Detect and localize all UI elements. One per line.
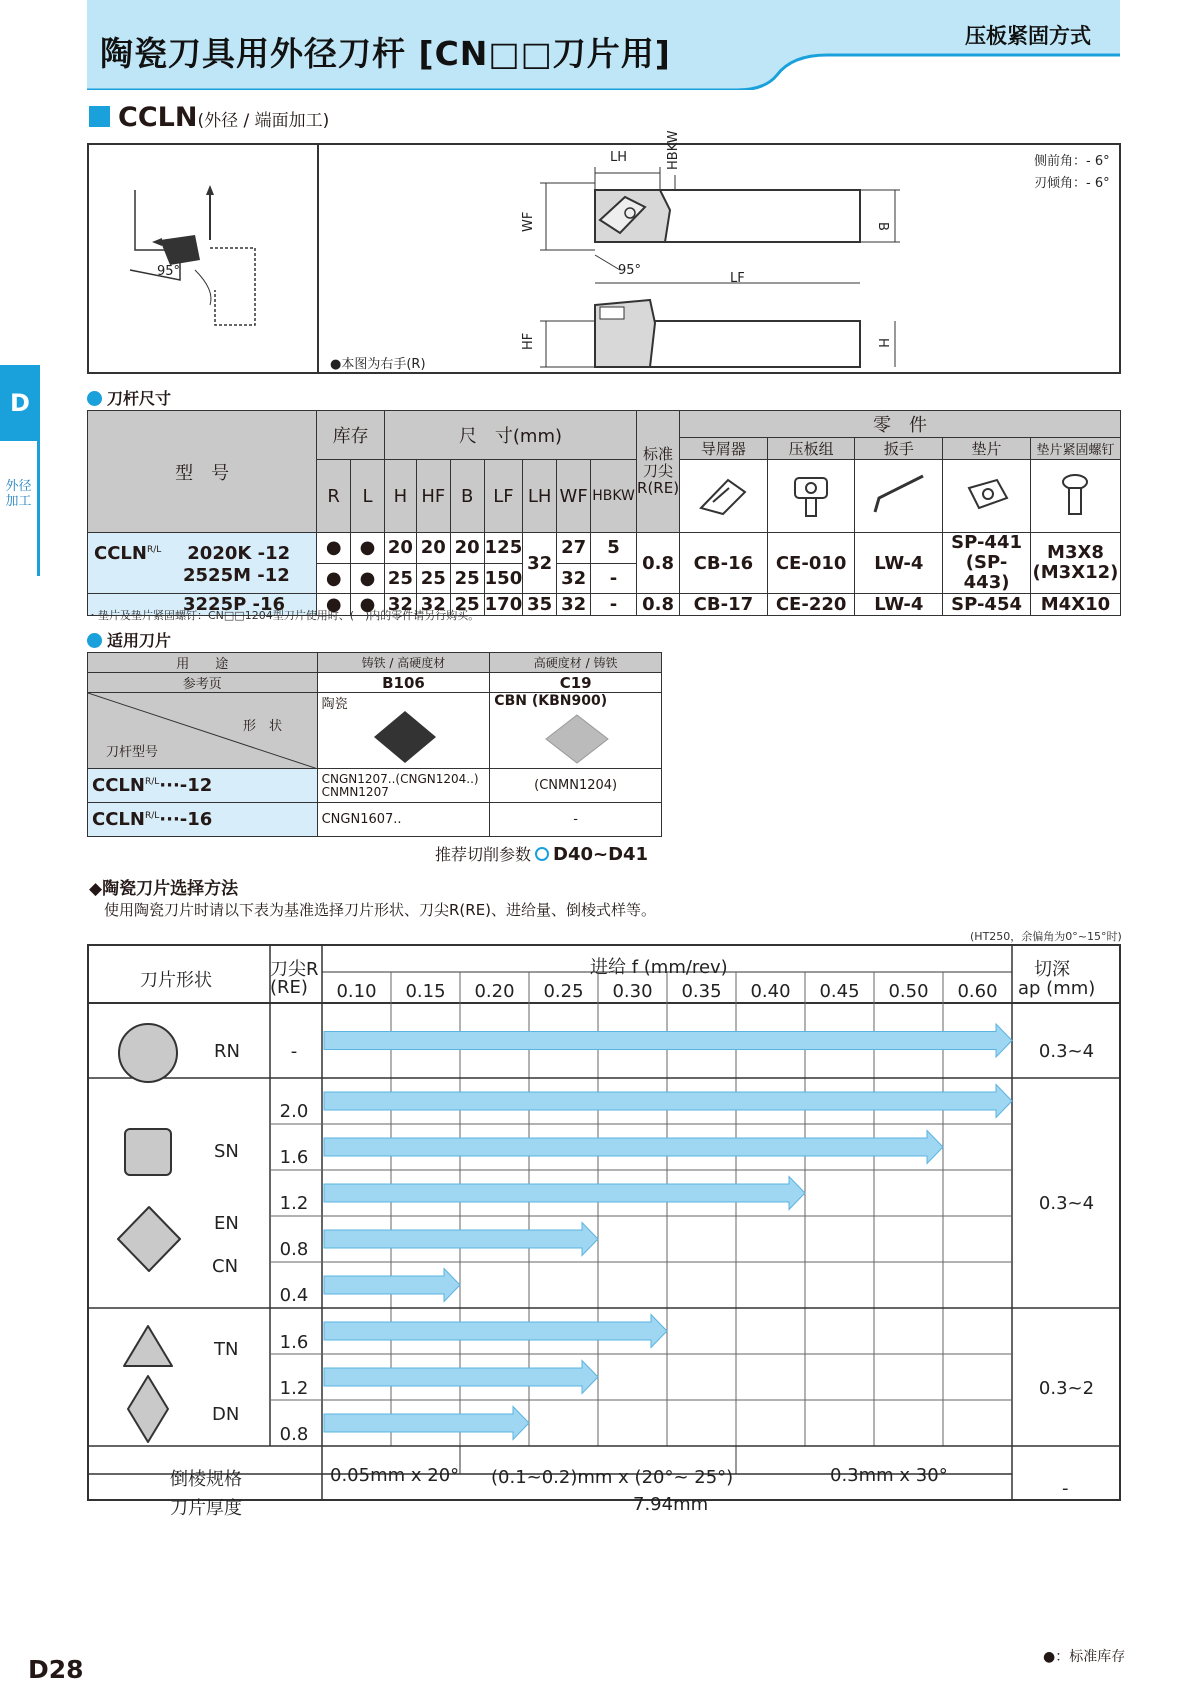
- stock-header: 库存: [317, 411, 385, 460]
- ap-value: 0.3~2: [1038, 1378, 1095, 1399]
- dim-h: 20: [384, 533, 416, 564]
- feed-range-arrow: [324, 1269, 460, 1302]
- feed-range-arrow: [324, 1177, 805, 1210]
- inclination-angle: 刃倾角：- 6°: [1034, 176, 1110, 191]
- ap-value: 0.3~4: [1038, 1193, 1095, 1214]
- ap-header: 切深: [1034, 959, 1070, 980]
- feed-range-arrow: [324, 1315, 667, 1348]
- re-value: 0.4: [279, 1285, 309, 1306]
- holder-drawing: [500, 145, 920, 375]
- chipbreaker-header: 导屑器: [680, 438, 768, 460]
- re-value: 1.2: [279, 1378, 309, 1399]
- chipbreaker-icon: [680, 460, 768, 533]
- square-marker-icon: [89, 106, 110, 127]
- col-hbkw: HBKW: [591, 460, 637, 533]
- angle-label: 95°: [618, 263, 642, 278]
- feed-range-arrow: [324, 1024, 1012, 1057]
- nose-radius-header: 标准刀尖R(RE): [637, 411, 680, 533]
- model-header: 型 号: [88, 411, 317, 533]
- workpiece-sketch: [100, 160, 300, 340]
- dims-header: 尺 寸(mm): [384, 411, 636, 460]
- re-value: 0.8: [279, 1239, 309, 1260]
- shim-screw-icon: [1030, 460, 1120, 533]
- insert-16-cbn: -: [490, 803, 662, 837]
- selection-title: ◆陶瓷刀片选择方法: [89, 879, 239, 899]
- dim-lf-label: LF: [730, 271, 745, 286]
- col2-ref[interactable]: C19: [490, 673, 662, 693]
- re-value: -: [290, 1041, 298, 1062]
- col-b: B: [450, 460, 484, 533]
- section-tab-letter[interactable]: D: [0, 365, 40, 441]
- ceramic-cell: [317, 693, 490, 769]
- shim-header: 垫片: [943, 438, 1031, 460]
- ceramic-insert-icon: [370, 707, 440, 767]
- holder-16-cell: $CCLN^{R/L}\cdot\cdot\cdot-16$: [88, 803, 318, 837]
- stock-l: ●: [351, 563, 385, 594]
- dim-hbkw: -: [591, 594, 637, 616]
- col-h: H: [384, 460, 416, 533]
- dim-lh: 35: [523, 594, 557, 616]
- feed-range-arrow: [324, 1085, 1012, 1118]
- thickness-label: 刀片厚度: [170, 1498, 242, 1519]
- shape-tn: TN: [214, 1339, 239, 1360]
- model-cell-16: 3225P -16: [88, 594, 317, 616]
- angle-label-small: 95°: [157, 264, 181, 279]
- dim-wf: 27: [557, 533, 591, 564]
- clamp-set-header: 压板组: [767, 438, 855, 460]
- dim-hbkw: -: [591, 563, 637, 594]
- feed-tick: 0.45: [819, 981, 860, 1002]
- bullet-icon: [87, 633, 102, 648]
- parts-header: 零 件: [680, 411, 1121, 438]
- col-l: L: [351, 460, 385, 533]
- model-cell-12: $CCLN^{R/L}$ 2020K -12 2525M -12: [88, 533, 317, 594]
- dim-h: 32: [384, 594, 416, 616]
- dim-lh: 32: [523, 533, 557, 594]
- col2-use: 高硬度材 / 铸铁: [490, 653, 662, 673]
- stock-r: ●: [317, 533, 351, 564]
- bullet-icon: [87, 391, 102, 406]
- feed-tick: 0.40: [750, 981, 791, 1002]
- shape-col-header: 刀片形状: [140, 970, 212, 991]
- chipbreaker-part: CB-17: [680, 594, 768, 616]
- stock-r: ●: [317, 563, 351, 594]
- thickness-ap-dash: -: [1062, 1478, 1069, 1499]
- nose-radius: 0.8: [637, 594, 680, 616]
- shim-part: SP-454: [943, 594, 1031, 616]
- cbn-insert-icon: [542, 711, 612, 767]
- dim-hf: 25: [416, 563, 450, 594]
- dim-wf: 32: [557, 563, 591, 594]
- chamfer-label: 倒棱规格: [170, 1469, 242, 1490]
- feed-tick: 0.20: [474, 981, 515, 1002]
- col1-use: 铸铁 / 高硬度材: [317, 653, 490, 673]
- rhombus-80-insert-icon: [114, 1204, 184, 1274]
- feed-range-arrow: [324, 1407, 529, 1440]
- re-value: 1.2: [279, 1193, 309, 1214]
- wrench-icon: [855, 460, 943, 533]
- col-hf: HF: [416, 460, 450, 533]
- shim-part: SP-441 (SP-443): [943, 533, 1031, 594]
- chamfer-value: (0.1~0.2)mm x (20°~ 25°): [491, 1467, 734, 1488]
- dim-b-label: B: [875, 222, 890, 231]
- dim-lf: 125: [484, 533, 523, 564]
- clamp-method-label: 压板紧固方式: [965, 24, 1091, 48]
- chipbreaker-part: CB-16: [680, 533, 768, 594]
- dim-b: 25: [450, 594, 484, 616]
- col-lh: LH: [523, 460, 557, 533]
- feed-tick: 0.35: [681, 981, 722, 1002]
- feed-tick: 0.15: [405, 981, 446, 1002]
- dim-hf: 20: [416, 533, 450, 564]
- page-number: D28: [28, 1655, 84, 1684]
- feed-tick: 0.10: [336, 981, 377, 1002]
- shape-holder-header: [88, 693, 318, 769]
- feed-tick: 0.25: [543, 981, 584, 1002]
- ceramic-label: 陶瓷: [321, 697, 348, 712]
- shape-en: EN: [214, 1213, 239, 1234]
- re-value: 1.6: [279, 1147, 309, 1168]
- side-rake-angle: 侧前角：- 6°: [1034, 154, 1110, 169]
- triangle-insert-icon: [120, 1322, 176, 1370]
- cbn-cell: [490, 693, 662, 769]
- use-header: 用 途: [88, 653, 318, 673]
- holder-size-heading: 刀杆尺寸: [87, 386, 171, 409]
- feed-range-arrow: [324, 1131, 943, 1164]
- shape-cn: CN: [212, 1256, 239, 1277]
- dim-wf: 32: [557, 594, 591, 616]
- dim-b: 20: [450, 533, 484, 564]
- holder-size-table: [87, 410, 1121, 616]
- rhombus-55-insert-icon: [124, 1373, 172, 1445]
- clamp-set-icon: [767, 460, 855, 533]
- section-tab-text: 外径加工: [0, 441, 40, 576]
- dim-h: 25: [384, 563, 416, 594]
- wrench-part: LW-4: [855, 594, 943, 616]
- nose-radius: 0.8: [637, 533, 680, 594]
- dim-b: 25: [450, 563, 484, 594]
- re-col-header: 刀尖R: [270, 959, 319, 980]
- shape-dn: DN: [212, 1404, 240, 1425]
- model-desc: (外径 / 端面加工): [197, 111, 330, 131]
- shim-icon: [943, 460, 1031, 533]
- col1-ref[interactable]: B106: [317, 673, 490, 693]
- dim-lf: 170: [484, 594, 523, 615]
- re-value: 0.8: [279, 1424, 309, 1445]
- square-insert-icon: [122, 1126, 174, 1178]
- ap-value: 0.3~4: [1038, 1041, 1095, 1062]
- model-name: CCLN: [118, 102, 198, 133]
- wrench-header: 扳手: [855, 438, 943, 460]
- selection-grid: [87, 944, 1121, 1501]
- section-title: [89, 102, 329, 133]
- selection-desc: 使用陶瓷刀片时请以下表为基准选择刀片形状、刀尖R(RE)、进给量、倒棱式样等。: [104, 901, 657, 919]
- selection-condition: (HT250，余偏角为0°~15°时): [970, 930, 1122, 943]
- page-title: 陶瓷刀具用外径刀杆 [CN□□刀片用]: [100, 34, 671, 73]
- cbn-label: CBN (KBN900): [494, 693, 608, 709]
- dim-hf-label: HF: [521, 332, 536, 350]
- col-wf: WF: [557, 460, 591, 533]
- insert-16-ceramic: CNGN1607..: [317, 803, 490, 837]
- right-hand-note: ●本图为右手(R): [330, 357, 426, 372]
- feed-tick: 0.50: [888, 981, 929, 1002]
- chamfer-value: 0.05mm x 20°: [330, 1465, 460, 1486]
- recommend-link[interactable]: 推荐切削参数 D40~D41: [435, 844, 649, 865]
- arrow-circle-icon: [535, 847, 549, 861]
- shim-screw-part: M4X10: [1030, 594, 1120, 616]
- shape-sn: SN: [214, 1141, 239, 1162]
- shim-screw-part: M3X8 (M3X12): [1030, 533, 1120, 594]
- dim-hf: 32: [416, 594, 450, 616]
- clamp-set-part: CE-220: [767, 594, 855, 616]
- dim-h-label: H: [875, 338, 890, 348]
- legend: ●：标准库存: [1043, 1649, 1126, 1665]
- col-r: R: [317, 460, 351, 533]
- diagram-divider: [317, 143, 319, 374]
- re-value: 1.6: [279, 1332, 309, 1353]
- stock-l: ●: [351, 533, 385, 564]
- holder-type-label: 刀杆型号: [106, 745, 159, 760]
- ap-header-2: ap (mm): [1018, 978, 1096, 999]
- wrench-part: LW-4: [855, 533, 943, 594]
- feed-range-arrow: [324, 1361, 598, 1394]
- re-col-header-2: (RE): [270, 977, 308, 998]
- ref-page-header: 参考页: [88, 673, 318, 693]
- insert-12-ceramic: CNGN1207..(CNGN1204..) CNMN1207: [317, 769, 490, 803]
- holder-12-cell: $CCLN^{R/L}\cdot\cdot\cdot-12$: [88, 769, 318, 803]
- feed-range-arrow: [324, 1223, 598, 1256]
- feed-tick: 0.60: [957, 981, 998, 1002]
- holder-footnote: ・垫片及垫片紧固螺钉：CN□□1204型刀片使用时、( )内的零件请另行购买。: [87, 609, 480, 622]
- chamfer-value: 0.3mm x 30°: [830, 1465, 948, 1486]
- shim-screw-header: 垫片紧固螺钉: [1030, 438, 1120, 460]
- stock-l: ●: [351, 594, 385, 616]
- dim-lf: 150: [484, 563, 523, 594]
- feed-header: 进给 f (mm/rev): [590, 957, 728, 978]
- dim-hbkw-label: HBKW: [666, 130, 681, 170]
- re-value: 2.0: [279, 1101, 309, 1122]
- col-lf: LF: [484, 460, 523, 533]
- shape-label: 形 状: [243, 719, 283, 734]
- feed-tick: 0.30: [612, 981, 653, 1002]
- dim-hbkw: 5: [591, 533, 637, 564]
- stock-r: ●: [317, 594, 351, 616]
- clamp-set-part: CE-010: [767, 533, 855, 594]
- inserts-heading: 适用刀片: [87, 628, 171, 651]
- thickness-value: 7.94mm: [633, 1494, 709, 1515]
- dim-wf-label: WF: [521, 211, 536, 232]
- dim-lh-label: LH: [610, 150, 628, 165]
- shape-rn: RN: [214, 1041, 240, 1062]
- round-insert-icon: [115, 1020, 181, 1086]
- insert-12-cbn: (CNMN1204): [490, 769, 662, 803]
- insert-table: [87, 652, 662, 837]
